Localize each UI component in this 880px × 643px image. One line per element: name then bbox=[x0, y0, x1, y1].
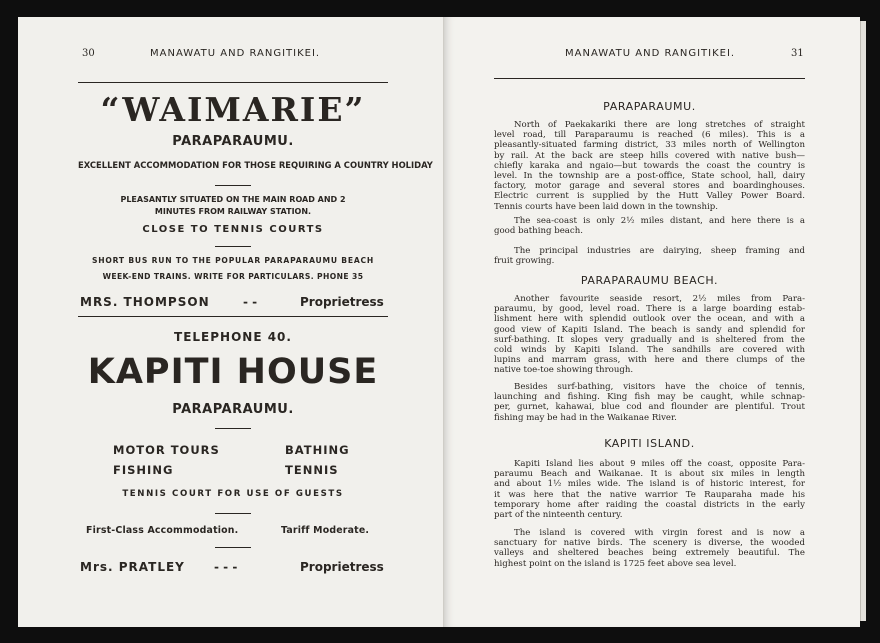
text-line: Another favourite seaside resort, 2½ miles from Para- bbox=[514, 294, 805, 304]
section-heading: PARAPARAUMU. bbox=[603, 100, 696, 113]
kapiti-motor-tours: MOTOR TOURS bbox=[113, 443, 220, 457]
waimarie-tennis: CLOSE TO TENNIS COURTS bbox=[142, 224, 324, 235]
paragraph bbox=[494, 120, 805, 212]
text-line: by rail. At the back are steep hills covered with native bush— bbox=[494, 150, 805, 161]
text-line: factory, motor garage and several stores and boardinghouses. bbox=[494, 181, 805, 192]
text-line: cold winds by Kapiti Island. The sandhills are covered with bbox=[494, 345, 805, 356]
right-header-title: MANAWATU AND RANGITIKEI. bbox=[565, 48, 736, 59]
text-line: per, gurnet, kahawai, blue cod and flounder are plentiful. Trout bbox=[494, 402, 805, 413]
text-line: The principal industries are dairying, sheep framing and bbox=[514, 246, 805, 256]
waimarie-situated-2: MINUTES FROM RAILWAY STATION. bbox=[154, 207, 312, 216]
kapiti-telephone: TELEPHONE 40. bbox=[174, 330, 292, 344]
text-line: temporary home after raiding the coastal districts in the early bbox=[494, 499, 805, 510]
kapiti-proprietor-dashes: - - - bbox=[214, 560, 238, 574]
text-line: North of Paekakariki there are long stretches of straight bbox=[514, 120, 805, 130]
text-line: level. In the township are a post-office, State school, hall, dairy bbox=[494, 171, 805, 182]
paragraph bbox=[494, 216, 805, 236]
text-line: launching and fishing. King fish may be caught, while schnap- bbox=[494, 392, 805, 403]
divider bbox=[215, 428, 251, 429]
kapiti-first-class: First-Class Accommodation. bbox=[86, 525, 239, 536]
paragraph bbox=[494, 528, 805, 569]
paragraph bbox=[494, 246, 805, 266]
waimarie-proprietor-name: MRS. THOMPSON bbox=[80, 295, 210, 309]
left-running-head bbox=[82, 48, 388, 59]
divider bbox=[215, 246, 251, 247]
kapiti-court-line: TENNIS COURT FOR USE OF GUESTS bbox=[122, 489, 344, 499]
section-heading: KAPITI ISLAND. bbox=[604, 437, 695, 450]
paragraph bbox=[494, 459, 805, 520]
text-line: lupins and marram grass, with here and there clumps of the bbox=[494, 355, 805, 366]
page-edges bbox=[860, 21, 866, 621]
waimarie-location: PARAPARAUMU. bbox=[172, 134, 294, 149]
text-line: good bathing beach. bbox=[494, 226, 584, 237]
text-line: it was here that the native warrior Te Rauparaha made his bbox=[494, 489, 805, 500]
kapiti-fishing: FISHING bbox=[113, 463, 174, 477]
text-line: Besides surf-bathing, visitors have the choice of tennis, bbox=[514, 382, 805, 392]
text-line: highest point on the island is 1725 feet above sea level. bbox=[494, 558, 737, 569]
text-line: and about 1½ miles wide. The island is of historic interest, for bbox=[494, 479, 805, 490]
kapiti-proprietor-name: Mrs. PRATLEY bbox=[80, 560, 185, 574]
kapiti-location: PARAPARAUMU. bbox=[172, 402, 294, 417]
waimarie-situated-1: PLEASANTLY SITUATED ON THE MAIN ROAD AND 2 bbox=[120, 195, 346, 204]
divider bbox=[215, 513, 251, 514]
text-line: fruit growing. bbox=[494, 256, 555, 267]
waimarie-bus-line: SHORT BUS RUN TO THE POPULAR PARAPARAUMU BEACH bbox=[91, 256, 375, 265]
text-line: native toe-toe showing through. bbox=[494, 365, 634, 376]
text-line: lishment here with splendid outlook over the ocean, and with a bbox=[494, 314, 805, 325]
right-page-number: 31 bbox=[791, 48, 804, 59]
right-header-rule bbox=[494, 78, 805, 79]
waimarie-proprietor-dashes: - - bbox=[243, 295, 258, 309]
text-line: valleys and sheltered beaches being extremely beautiful. The bbox=[494, 548, 805, 559]
text-line: The sea-coast is only 2½ miles distant, and here there is a bbox=[514, 216, 805, 226]
text-line: fishing may be had in the Waikanae River. bbox=[494, 412, 677, 423]
kapiti-house-title: KAPITI HOUSE bbox=[87, 352, 379, 392]
text-line: Tennis courts have been laid down in the township. bbox=[494, 201, 719, 212]
section-heading: PARAPARAUMU BEACH. bbox=[580, 274, 719, 287]
paragraph bbox=[494, 294, 805, 376]
text-line: The island is covered with virgin forest and is now a bbox=[514, 528, 805, 538]
text-line: Kapiti Island lies about 9 miles off the coast, opposite Para- bbox=[514, 459, 805, 469]
left-header-title: MANAWATU AND RANGITIKEI. bbox=[150, 48, 321, 59]
text-line: paraumu Beach and Waikanae. It is about six miles in length bbox=[494, 469, 805, 480]
text-line: paraumu, by good, level road. There is a large boarding estab- bbox=[494, 304, 805, 315]
text-line: part of the ninteenth century. bbox=[494, 510, 623, 521]
kapiti-tennis: TENNIS bbox=[285, 463, 339, 477]
divider bbox=[215, 185, 251, 186]
waimarie-tagline: EXCELLENT ACCOMMODATION FOR THOSE REQUIRING A COUNTRY HOLIDAY bbox=[78, 160, 433, 170]
text-line: chiefly karaka and ngaio—but towards the coast the country is bbox=[494, 160, 805, 171]
divider bbox=[215, 547, 251, 548]
text-line: good view of Kapiti Island. The beach is sandy and splendid for bbox=[494, 324, 805, 335]
kapiti-bathing: BATHING bbox=[285, 443, 350, 457]
paragraph bbox=[494, 382, 805, 423]
text-line: surf-bathing. It slopes very gradually and is sheltered from the bbox=[494, 334, 805, 345]
kapiti-proprietor-title: Proprietress bbox=[300, 560, 384, 574]
left-header-rule bbox=[78, 82, 388, 83]
text-line: level road, till Paraparaumu is reached (6 miles). This is a bbox=[494, 130, 805, 141]
waimarie-proprietor-title: Proprietress bbox=[300, 295, 384, 309]
waimarie-weekend-line: WEEK-END TRAINS. WRITE FOR PARTICULARS. PHONE 35 bbox=[102, 272, 364, 281]
kapiti-tariff: Tariff Moderate. bbox=[281, 525, 370, 536]
ad-separator-rule bbox=[78, 316, 388, 317]
text-line: pleasantly-situated farming district, 33 miles north of Wellington bbox=[494, 140, 805, 151]
text-line: sanctuary for native birds. The scenery is diverse, the wooded bbox=[494, 538, 805, 549]
text-line: Electric current is supplied by the Hutt Valley Power Board. bbox=[494, 191, 805, 202]
left-page-number: 30 bbox=[82, 48, 95, 59]
waimarie-title: “WAIMARIE” bbox=[100, 90, 366, 129]
right-running-head bbox=[565, 48, 805, 59]
